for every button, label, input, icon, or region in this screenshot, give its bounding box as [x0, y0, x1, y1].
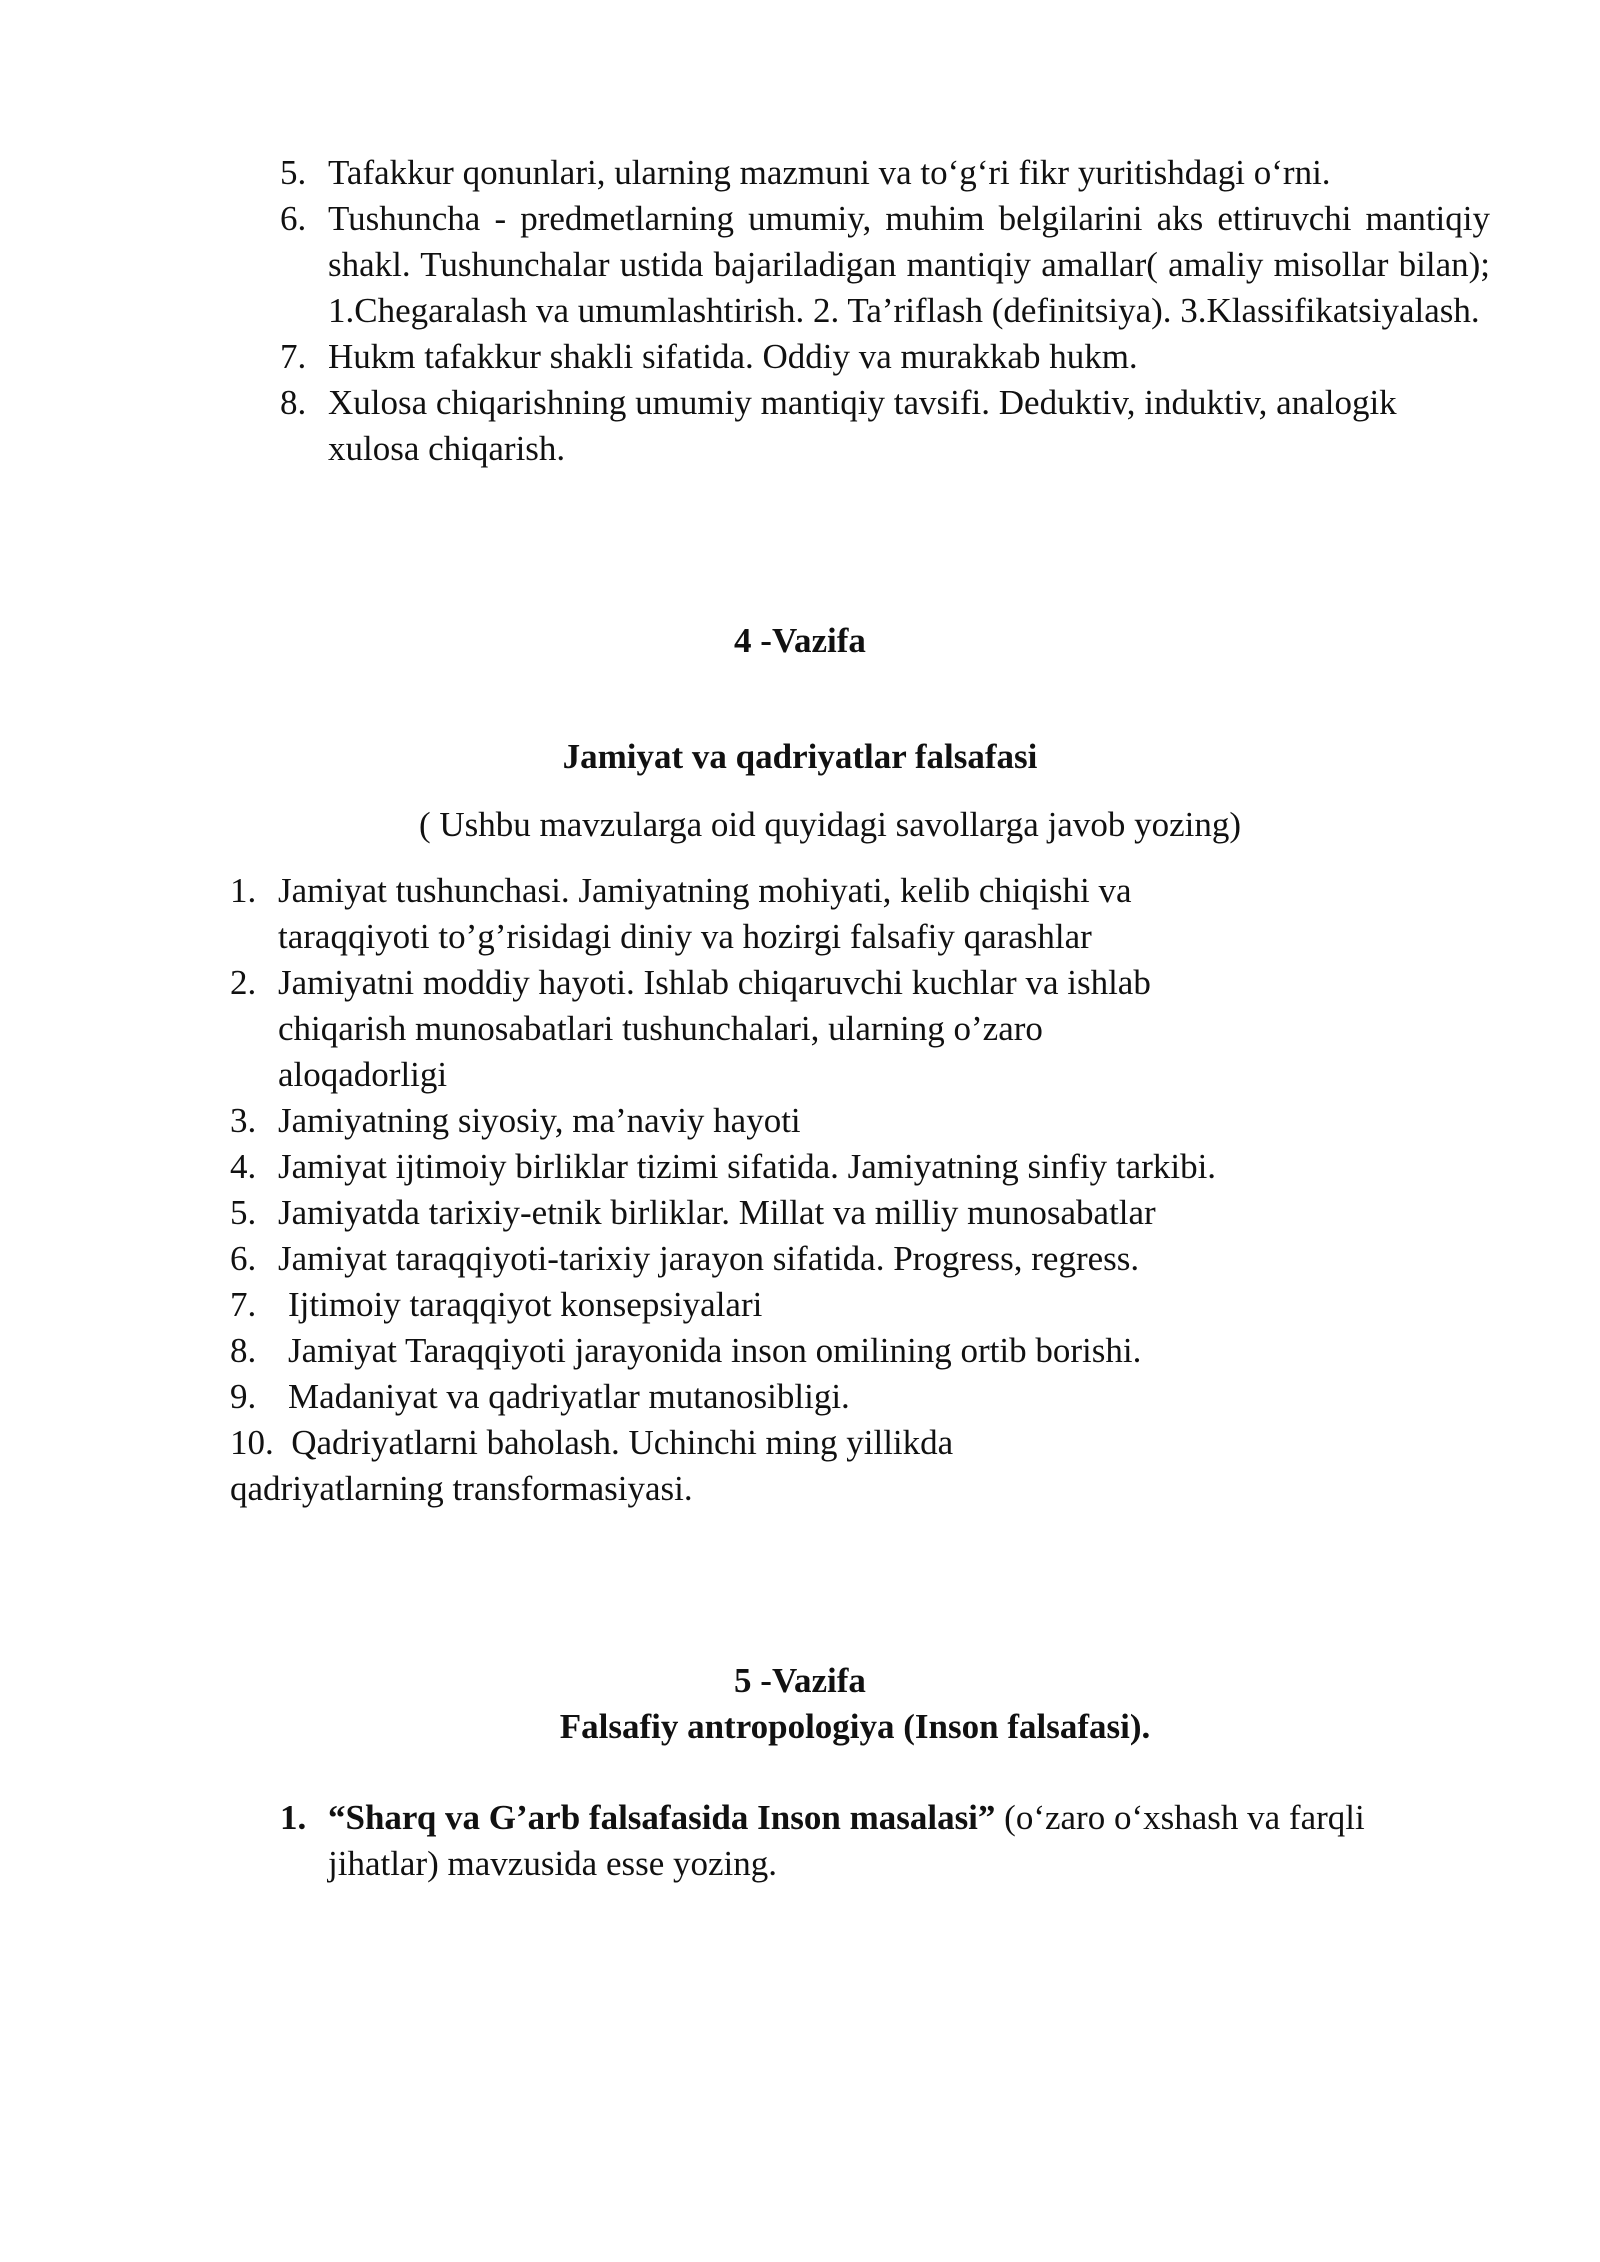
list-item-text: Tushuncha - predmetlarning umumiy, muhim belgilarini aks ettiruvchi mantiqiy shakl. Tushunchalar ustida bajariladigan mantiqiy amallar( amaliy misollar bilan); 1.Chegaralash va umumlashtirish. 2. Ta’riflash (definitsiya). 3.Klassifikatsiyalash.: [328, 199, 1490, 330]
list-item: [230, 1282, 1410, 1328]
list-item-text: Hukm tafakkur shakli sifatida. Oddiy va murakkab hukm.: [328, 337, 1138, 376]
list-item: [230, 1144, 1410, 1190]
list-item: [230, 1374, 1410, 1420]
list-item-number: 3.: [230, 1101, 257, 1140]
list-item-text: Jamiyat tushunchasi. Jamiyatning mohiyati, kelib chiqishi va taraqqiyoti to’g’risidagi diniy va hozirgi falsafiy qarashlar: [278, 871, 1132, 956]
list-item-text: Jamiyat ijtimoiy birliklar tizimi sifatida. Jamiyatning sinfiy tarkibi.: [278, 1147, 1217, 1186]
list-item-number: 7.: [280, 337, 307, 376]
list-item-text: Jamiyat Taraqqiyoti jarayonida inson omilining ortib borishi.: [288, 1331, 1142, 1370]
list-item-text: Jamiyat taraqqiyoti-tarixiy jarayon sifatida. Progress, regress.: [278, 1239, 1140, 1278]
list-item-10-line2: qadriyatlarning transformasiyasi.: [230, 1469, 693, 1508]
task5-title: Falsafiy antropologiya (Inson falsafasi).: [559, 1707, 1151, 1746]
list-item: [280, 150, 1490, 196]
list-item-text: Madaniyat va qadriyatlar mutanosibligi.: [288, 1377, 850, 1416]
list-item-text: [328, 1795, 1500, 1887]
list-item-text: Tafakkur qonunlari, ularning mazmuni va to‘g‘ri fikr yuritishdagi o‘rni.: [328, 153, 1331, 192]
logic-topics-list: [280, 150, 1490, 472]
list-item: [230, 960, 1410, 1098]
society-topics-list: [230, 868, 1410, 1512]
list-item: [230, 1098, 1410, 1144]
essay-topic-rest: (o‘zaro o‘xshash va farqli jihatlar) mavzusida esse yozing.: [328, 1798, 1374, 1883]
list-item-number: 7.: [230, 1285, 257, 1324]
task4-label: 4 -Vazifa: [734, 621, 866, 660]
list-item-text: Xulosa chiqarishning umumiy mantiqiy tavsifi. Deduktiv, induktiv, analogik xulosa chiqarish.: [328, 383, 1397, 468]
list-item: [230, 868, 1410, 960]
list-item-number: 2.: [230, 963, 257, 1002]
list-item-number: 4.: [230, 1147, 257, 1186]
essay-topic-title: “Sharq va G’arb falsafasida Inson masalasi”: [328, 1798, 996, 1837]
list-item-text: Jamiyatning siyosiy, ma’naviy hayoti: [278, 1101, 801, 1140]
list-item: [230, 1190, 1410, 1236]
list-item-number: 1.: [230, 871, 257, 910]
list-item-number: 9.: [230, 1377, 257, 1416]
task4-title: Jamiyat va qadriyatlar falsafasi: [562, 737, 1038, 776]
list-item-text: Ijtimoiy taraqqiyot konsepsiyalari: [288, 1285, 763, 1324]
task5-label: 5 -Vazifa: [734, 1661, 866, 1700]
list-item: [280, 380, 1490, 472]
list-item-number: 8.: [280, 383, 307, 422]
list-item-number: 5.: [230, 1193, 257, 1232]
anthropology-task-list: [280, 1795, 1500, 1887]
task4-note: ( Ushbu mavzularga oid quyidagi savollarga javob yozing): [419, 805, 1241, 844]
list-item: [280, 196, 1490, 334]
list-item-number: 1.: [280, 1798, 307, 1837]
list-item-10-line1: 10. Qadriyatlarni baholash. Uchinchi ming yillikda: [230, 1423, 954, 1462]
list-item: [280, 334, 1490, 380]
list-item-number: 8.: [230, 1331, 257, 1370]
list-item-number: 6.: [280, 199, 307, 238]
list-item-text: Jamiyatni moddiy hayoti. Ishlab chiqaruvchi kuchlar va ishlab chiqarish munosabatlari tushunchalari, ularning o’zaro aloqadorligi: [278, 963, 1151, 1094]
list-item: [230, 1236, 1410, 1282]
list-item: [280, 1795, 1500, 1887]
list-item-number: 6.: [230, 1239, 257, 1278]
list-item-text: Jamiyatda tarixiy-etnik birliklar. Millat va milliy munosabatlar: [278, 1193, 1156, 1232]
list-item-number: 5.: [280, 153, 307, 192]
list-item: [230, 1328, 1410, 1374]
